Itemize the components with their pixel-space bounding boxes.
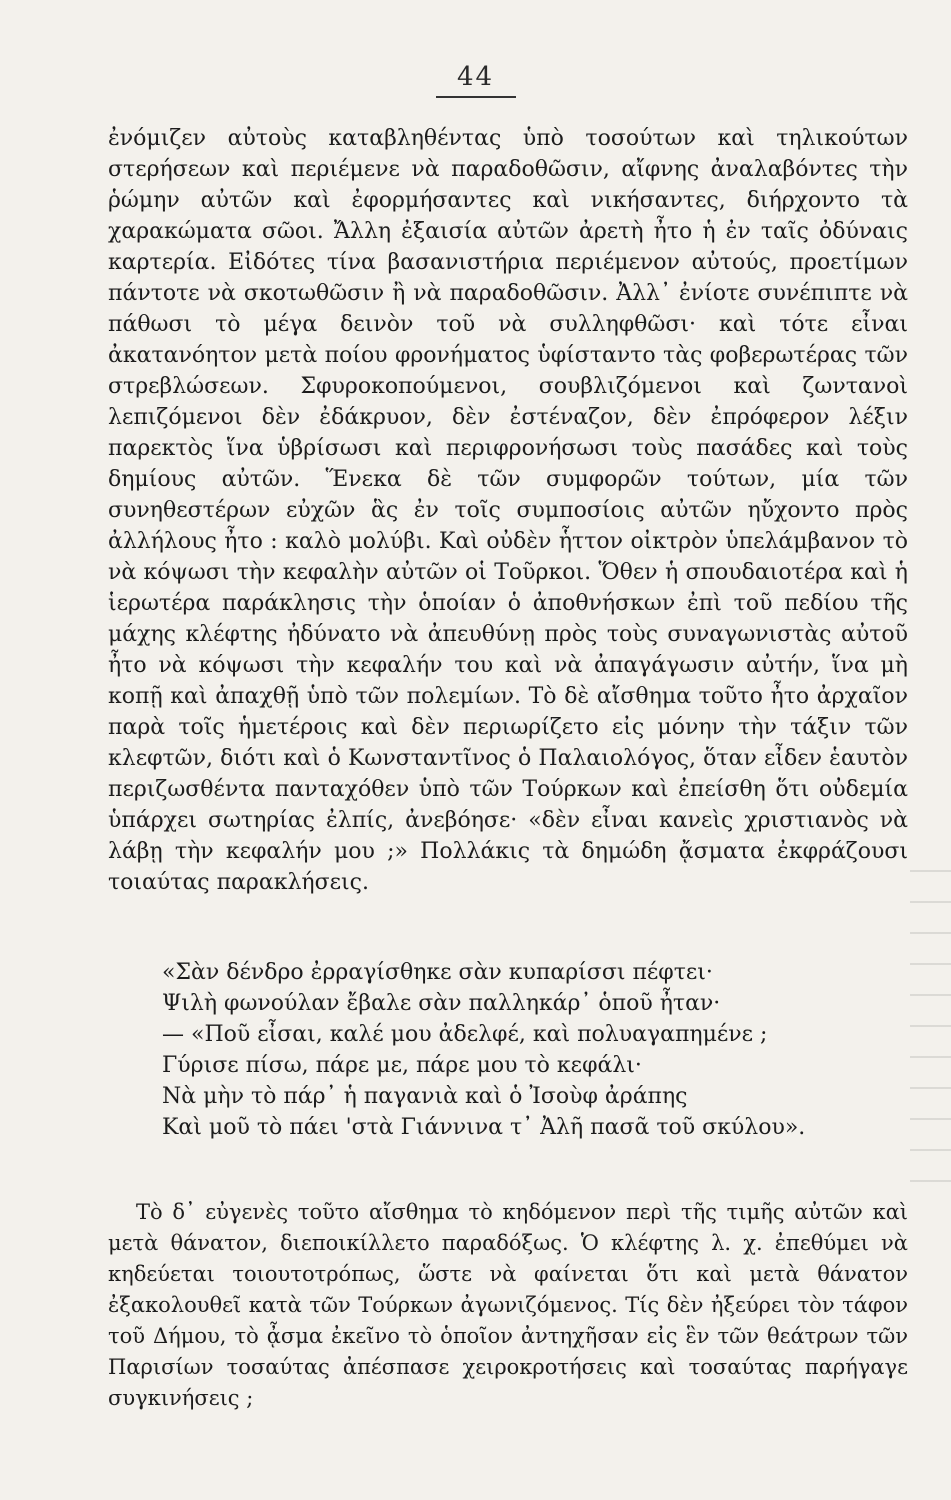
folk-song-verse bbox=[162, 957, 902, 1143]
main-paragraph bbox=[108, 123, 908, 898]
bleed-through-shadow bbox=[910, 870, 951, 1190]
verse-line: «Σὰν δένδρο ἐρραγίσθηκε σὰν κυπαρίσσι πέφτει· bbox=[162, 960, 713, 985]
header-rule bbox=[436, 96, 516, 98]
verse-line: — «Ποῦ εἶσαι, καλέ μου ἀδελφέ, καὶ πολυαγαπημένε ; bbox=[162, 1022, 768, 1047]
paragraph-text: ἐνόμιζεν αὐτοὺς καταβληθέντας ὑπὸ τοσούτων καὶ τηλικούτων στερήσεων καὶ περιέμενε νὰ παραδοθῶσιν, αἴφνης ἀναλαβόντες τὴν ῥώμην αὐτῶν καὶ ἐφορμήσαντες καὶ νικήσαντες, διήρχοντο τὰ χαρακώματα σῶοι. Ἄλλη ἐξαισία αὐτῶν ἀρετὴ ἦτο ἡ ἐν ταῖς ὀδύναις καρτερία. Εἰδότες τίνα βασανιστήρια περιέμενον αὐτούς, προετίμων πάντοτε νὰ σκοτωθῶσιν ἢ νὰ παραδοθῶσιν. Ἀλλ᾽ ἐνίοτε συνέπιπτε νὰ πάθωσι τὸ μέγα δεινὸν τοῦ νὰ συλληφθῶσι· καὶ τότε εἶναι ἀκατανόητον μετὰ ποίου φρονήματος ὑφίσταντο τὰς φοβερωτέρας τῶν στρεβλώσεων. Σφυροκοπούμενοι, σουβλιζόμενοι καὶ ζωντανοὶ λεπιζόμενοι δὲν ἐδάκρυον, δὲν ἐστέναζον, δὲν ἐπρόφερον λέξιν παρεκτὸς ἵνα ὑβρίσωσι καὶ περιφρονήσωσι τοὺς πασάδες καὶ τοὺς δημίους αὐτῶν. Ἕνεκα δὲ τῶν συμφορῶν τούτων, μία τῶν συνηθεστέρων εὐχῶν ἃς ἐν τοῖς συμποσίοις αὐτῶν ηὔχοντο πρὸς ἀλλήλους ἦτο : καλὸ μολύβι. Καὶ οὐδὲν ἧττον οἰκτρὸν ὑπελάμβανον τὸ νὰ κόψωσι τὴν κεφαλὴν αὐτῶν οἱ Τοῦρκοι. Ὅθεν ἡ σπουδαιοτέρα καὶ ἡ ἱερωτέρα παράκλησις τὴν ὁποίαν ὁ ἀποθνήσκων ἐπὶ τοῦ πεδίου τῆς μάχης κλέφτης ἠδύνατο νὰ ἀπευθύνῃ πρὸς τοὺς συναγωνιστὰς αὐτοῦ ἦτο νὰ κόψωσι τὴν κεφαλήν του καὶ νὰ ἀπαγάγωσιν αὐτήν, ἵνα μὴ κοπῇ καὶ ἀπαχθῇ ὑπὸ τῶν πολεμίων. Τὸ δὲ αἴσθημα τοῦτο ἦτο ἀρχαῖον παρὰ τοῖς ἡμετέροις καὶ δὲν περιωρίζετο εἰς μόνην τὴν τάξιν τῶν κλεφτῶν, διότι καὶ ὁ Κωνσταντῖνος ὁ Παλαιολόγος, ὅταν εἶδεν ἑαυτὸν περιζωσθέντα πανταχόθεν ὑπὸ τῶν Τούρκων καὶ ἐπείσθη ὅτι οὐδεμία ὑπάρχει σωτηρίας ἐλπίς, ἀνεβόησε· «δὲν εἶναι κανεὶς χριστιανὸς νὰ λάβῃ τὴν κεφαλήν μου ;» Πολλάκις τὰ δημώδη ᾄσματα ἐκφράζουσι τοιαύτας παρακλήσεις. bbox=[108, 126, 908, 895]
verse-line: Καὶ μοῦ τὸ πάει 'στὰ Γιάννινα τ᾽ Ἀλῆ πασᾶ τοῦ σκύλου». bbox=[162, 1115, 806, 1140]
page-number: 44 bbox=[456, 62, 495, 92]
paragraph-text: Τὸ δ᾽ εὐγενὲς τοῦτο αἴσθημα τὸ κηδόμενον περὶ τῆς τιμῆς αὐτῶν καὶ μετὰ θάνατον, διεποικίλλετο παραδόξως. Ὁ κλέφτης λ. χ. ἐπεθύμει νὰ κηδεύεται τοιουτοτρόπως, ὥστε νὰ φαίνεται ὅτι καὶ μετὰ θάνατον ἐξακολουθεῖ κατὰ τῶν Τούρκων ἀγωνιζόμενος. Τίς δὲν ἠξεύρει τὸν τάφον τοῦ Δήμου, τὸ ᾆσμα ἐκεῖνο τὸ ὁποῖον ἀντηχῆσαν εἰς ἓν τῶν θεάτρων τῶν Παρισίων τοσαύτας ἀπέσπασε χειροκροτήσεις καὶ τοσαύτας παρήγαγε συγκινήσεις ; bbox=[108, 1200, 908, 1410]
verse-line: Ψιλὴ φωνούλαν ἔβαλε σὰν παλληκάρ᾽ ὁποῦ ἦταν· bbox=[162, 991, 721, 1016]
verse-line: Γύρισε πίσω, πάρε με, πάρε μου τὸ κεφάλι· bbox=[162, 1053, 642, 1078]
closing-paragraph bbox=[108, 1197, 908, 1414]
verse-line: Νὰ μὴν τὸ πάρ᾽ ἡ παγανιὰ καὶ ὁ Ἰσοὺφ ἀράπης bbox=[162, 1084, 688, 1109]
